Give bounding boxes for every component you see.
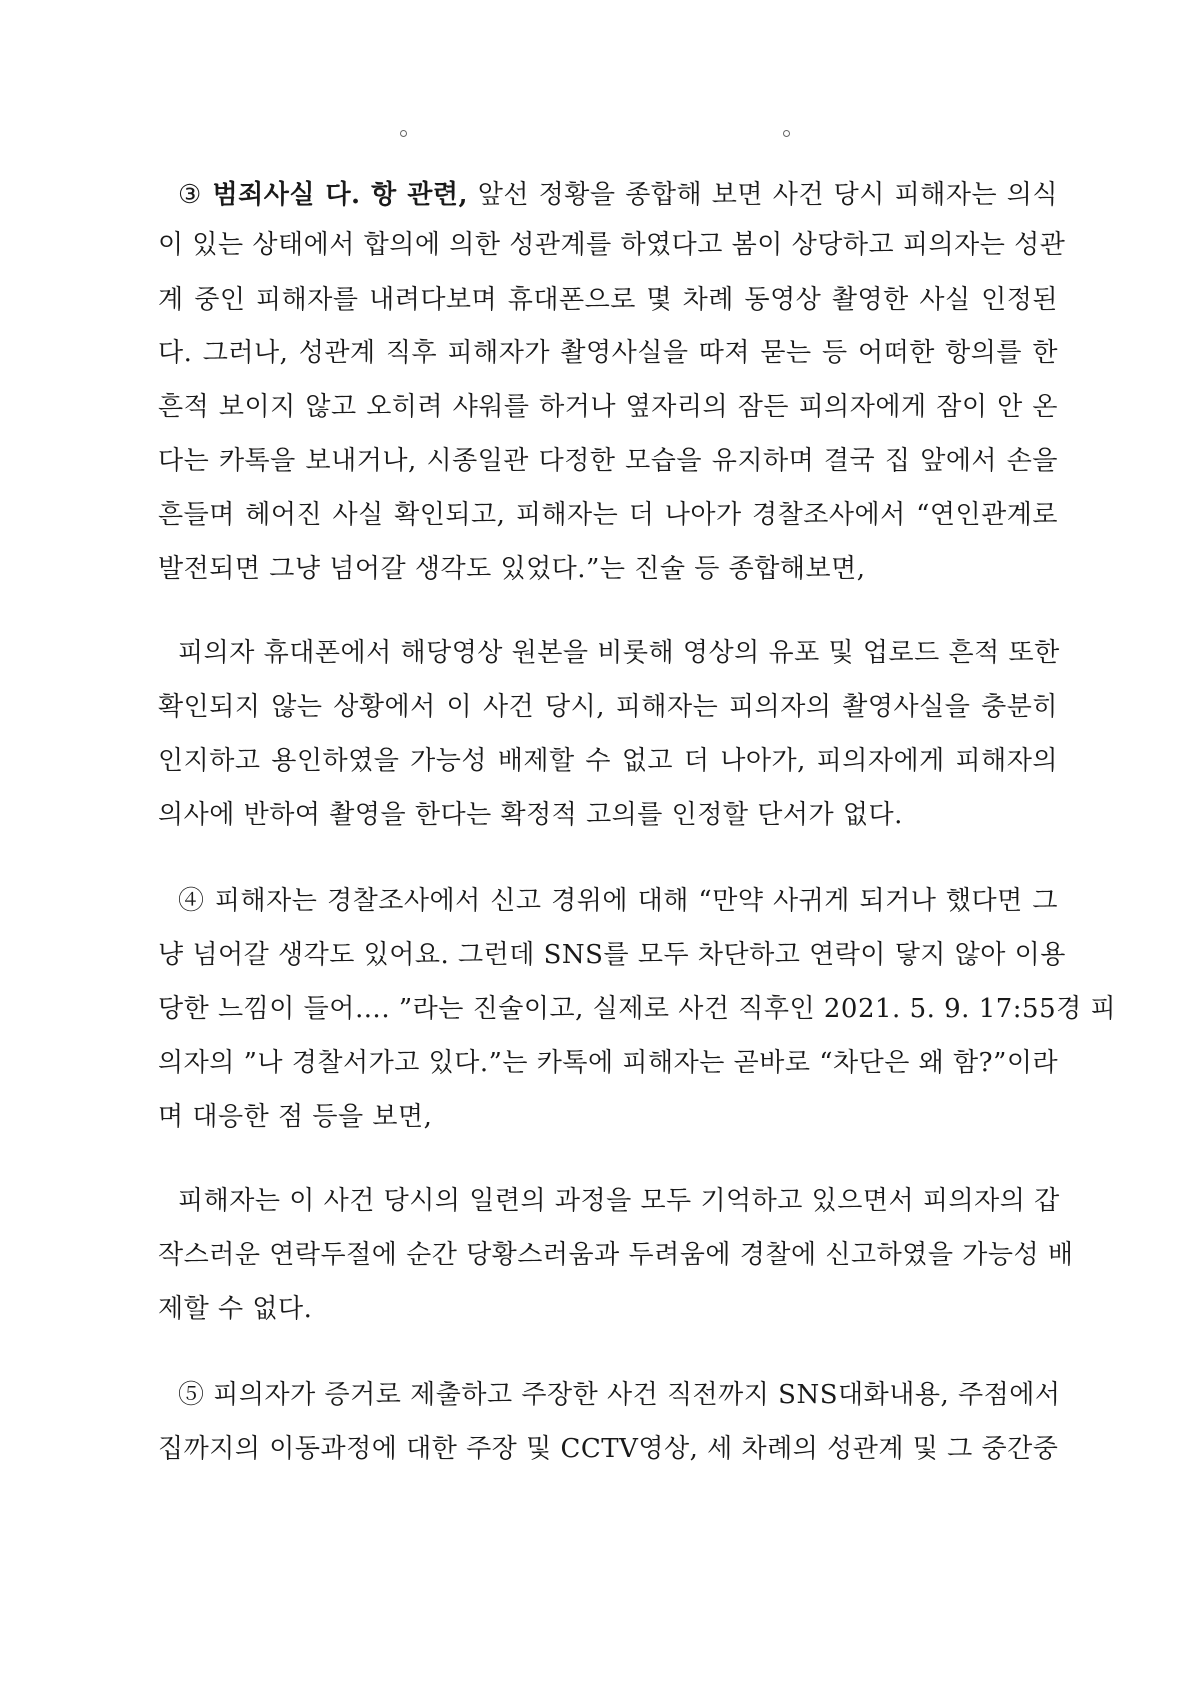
text-line: ⑤ 피의자가 증거로 제출하고 주장한 사건 직전까지 SNS대화내용, 주점에서: [178, 1380, 1061, 1410]
text-line: 의사에 반하여 촬영을 한다는 확정적 고의를 인정할 단서가 없다.: [158, 800, 903, 830]
text-line: 의자의 ”나 경찰서가고 있다.”는 카톡에 피해자는 곧바로 “차단은 왜 함?”이라: [158, 1048, 1059, 1078]
text-line: 집까지의 이동과정에 대한 주장 및 CCTV영상, 세 차례의 성관계 및 그 중간중: [158, 1434, 1059, 1464]
text-line: 피의자 휴대폰에서 해당영상 원본을 비롯해 영상의 유포 및 업로드 흔적 또한: [178, 638, 1060, 668]
text-line: 다. 그러나, 성관계 직후 피해자가 촬영사실을 따져 묻는 등 어떠한 항의를 한: [158, 338, 1058, 368]
text-line: ③ 범죄사실 다. 항 관련, 앞선 정황을 종합해 보면 사건 당시 피해자는 의식: [178, 180, 1059, 210]
text-line: 작스러운 연락두절에 순간 당황스러움과 두려움에 경찰에 신고하였을 가능성 배: [158, 1240, 1074, 1270]
text-line: 냥 넘어갈 생각도 있어요. 그런데 SNS를 모두 차단하고 연락이 닿지 않아 이용: [158, 940, 1066, 970]
text-line: 며 대응한 점 등을 보면,: [158, 1102, 433, 1132]
text-line: 인지하고 용인하였을 가능성 배제할 수 없고 더 나아가, 피의자에게 피해자의: [158, 746, 1058, 776]
text-line: 당한 느낌이 들어…. ”라는 진술이고, 실제로 사건 직후인 2021. 5. 9. 17:55경 피: [158, 994, 1117, 1024]
section-lead: 범죄사실 다. 항 관련,: [212, 180, 469, 210]
text-line: 피해자는 이 사건 당시의 일련의 과정을 모두 기억하고 있으면서 피의자의 갑: [178, 1186, 1060, 1216]
header-mark-right: [783, 130, 790, 137]
text-line: 흔들며 헤어진 사실 확인되고, 피해자는 더 나아가 경찰조사에서 “연인관계로: [158, 500, 1058, 530]
text-line: 흔적 보이지 않고 오히려 샤워를 하거나 옆자리의 잠든 피의자에게 잠이 안 온: [158, 392, 1058, 422]
header-mark-left: [400, 130, 407, 137]
text-line: 발전되면 그냥 넘어갈 생각도 있었다.”는 진술 등 종합해보면,: [158, 554, 866, 584]
circled-number: ③: [178, 180, 203, 210]
text-line: 확인되지 않는 상황에서 이 사건 당시, 피해자는 피의자의 촬영사실을 충분히: [158, 692, 1058, 722]
text-line: 이 있는 상태에서 합의에 의한 성관계를 하였다고 봄이 상당하고 피의자는 성관: [158, 230, 1066, 260]
text-line: 다는 카톡을 보내거나, 시종일관 다정한 모습을 유지하며 결국 집 앞에서 손을: [158, 446, 1058, 476]
text-line: 제할 수 없다.: [158, 1294, 313, 1324]
text-line: ④ 피해자는 경찰조사에서 신고 경위에 대해 “만약 사귀게 되거나 했다면 그: [178, 886, 1058, 916]
text-line: 계 중인 피해자를 내려다보며 휴대폰으로 몇 차례 동영상 촬영한 사실 인정된: [158, 285, 1058, 315]
